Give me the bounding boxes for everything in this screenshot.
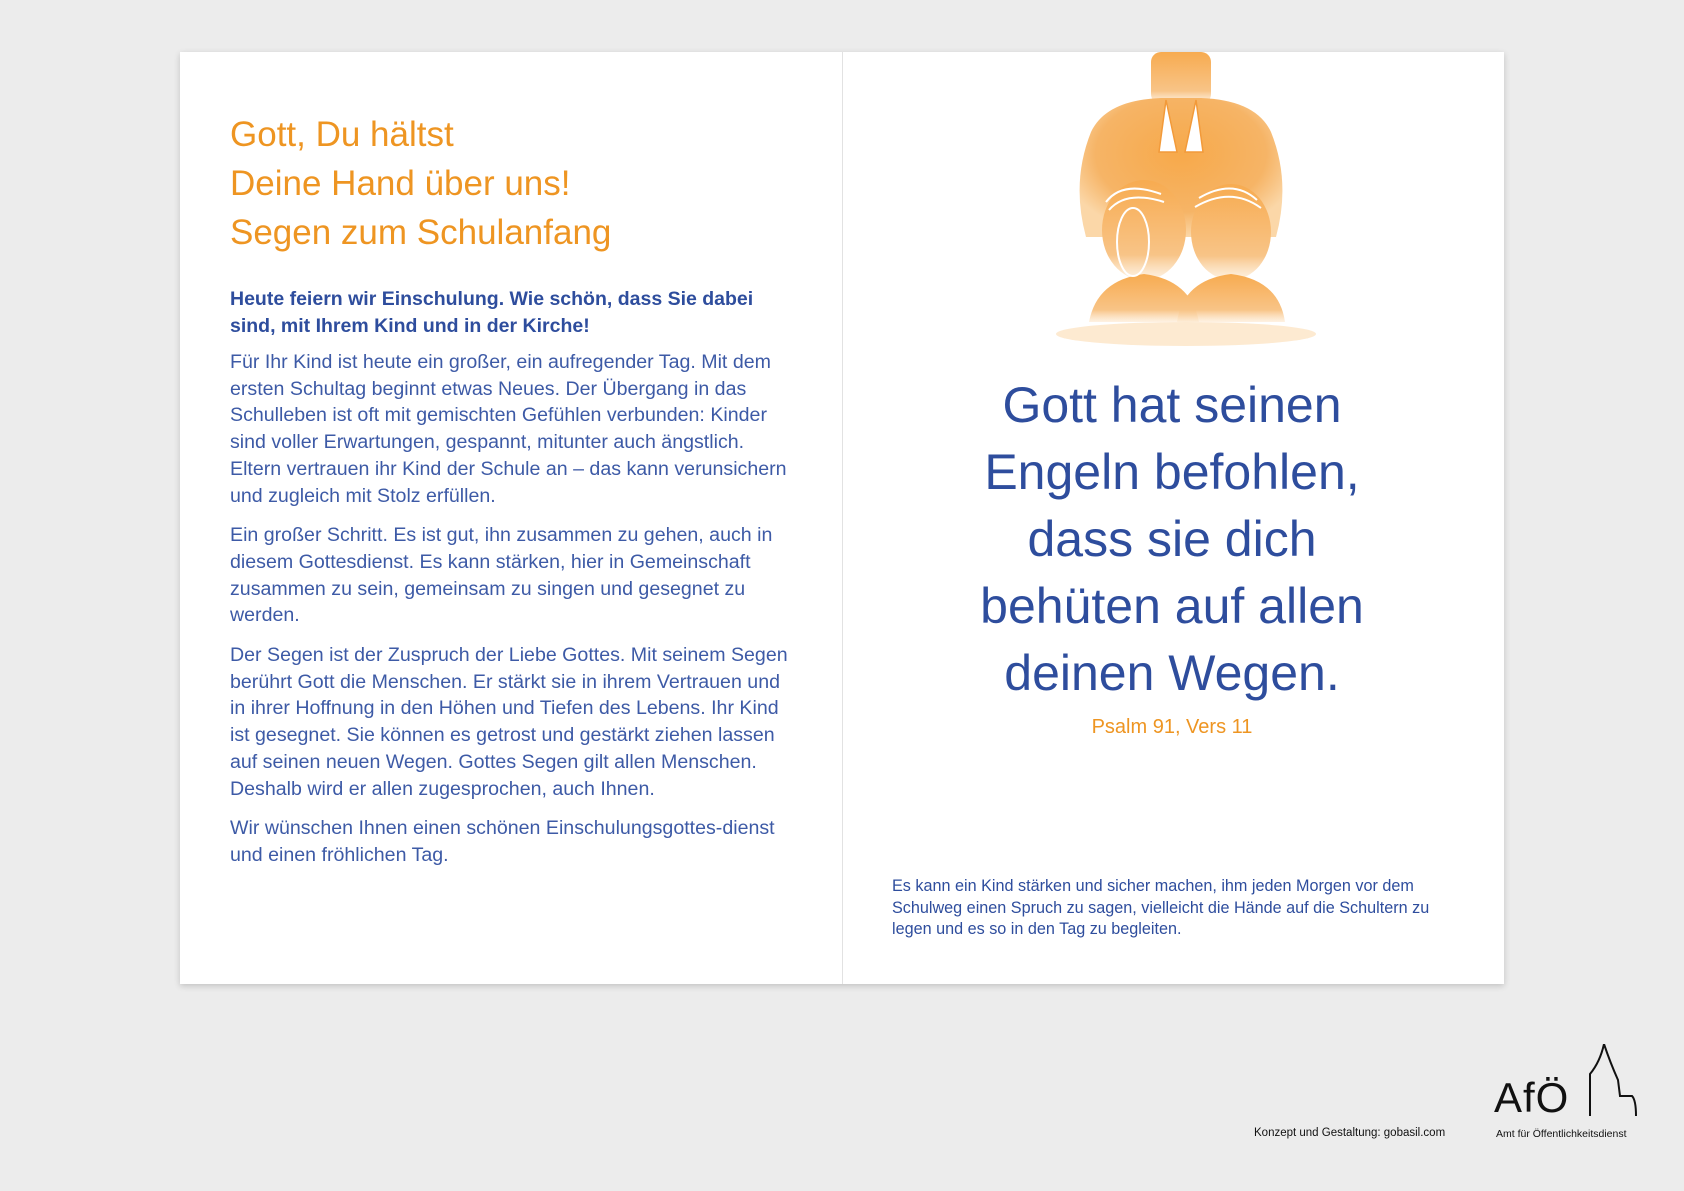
paragraph-1: Für Ihr Kind ist heute ein großer, ein aufregender Tag. Mit dem ersten Schultag beginnt etwas Neues. Der Übergang in das Schulleben ist oft mit gemischten Gefühlen verbunden: Kinder sind voller Erwartungen, gespannt, mitunter auch ängstlich. Eltern vertrauen ihr Kind der Schule an – das kann verunsichern und zugleich mit Stolz erfüllen. [230, 351, 787, 507]
logo-caption: Amt für Öffentlichkeitsdienst [1496, 1128, 1627, 1140]
blessing-illustration [861, 52, 1381, 352]
headline-line-1: Gott, Du hältst [230, 115, 454, 154]
paragraph-2: Ein großer Schritt. Es ist gut, ihn zusammen zu gehen, auch in diesem Gottesdienst. Es kann stärken, hier in Gemeinschaft zusammen zu sein, gemeinsam zu singen und gesegnet zu werden. [230, 524, 773, 627]
paragraph-3: Der Segen ist der Zuspruch der Liebe Gottes. Mit seinem Segen berührt Gott die Menschen. Er stärkt sie in ihrem Vertrauen und in ihrer Hoffnung in den Höhen und Tiefen des Lebens. Ihr Kind ist gesegnet. Sie können es getrost und gestärkt ziehen lassen auf seinen neuen Wegen. Gottes Segen gilt allen Menschen. Deshalb wird er allen zugesprochen, auch Ihnen. [230, 644, 788, 800]
left-page [230, 110, 800, 882]
verse-line-1: Gott hat seinen [1002, 377, 1342, 433]
logo-text: AfÖ [1494, 1074, 1570, 1121]
lead-text: Heute feiern wir Einschulung. Wie schön, dass Sie dabei sind, mit Ihrem Kind und in der Kirche! [230, 288, 754, 337]
design-credit: Konzept und Gestaltung: gobasil.com [1254, 1127, 1446, 1139]
verse-reference: Psalm 91, Vers 11 [1091, 716, 1253, 738]
paragraph-4: Wir wünschen Ihnen einen schönen Einschulungsgottes-dienst und einen fröhlichen Tag. [230, 817, 775, 866]
headline-line-3: Segen zum Schulanfang [230, 213, 612, 252]
page-fold [842, 52, 843, 984]
verse-line-2: Engeln befohlen, [984, 444, 1360, 500]
footnote-text: Es kann ein Kind stärken und sicher machen, ihm jeden Morgen vor dem Schulweg einen Spruch zu sagen, vielleicht die Hände auf die Schultern zu legen und es so in den Tag zu begleiten. [892, 877, 1430, 938]
headline [230, 110, 800, 257]
headline-line-2: Deine Hand über uns! [230, 164, 571, 203]
verse-line-5: deinen Wegen. [1004, 645, 1340, 701]
bible-verse [902, 372, 1442, 707]
verse-line-4: behüten auf allen [980, 578, 1364, 634]
verse-line-3: dass sie dich [1027, 511, 1317, 567]
body-text [230, 349, 800, 869]
church-outline-icon [1494, 1044, 1638, 1124]
